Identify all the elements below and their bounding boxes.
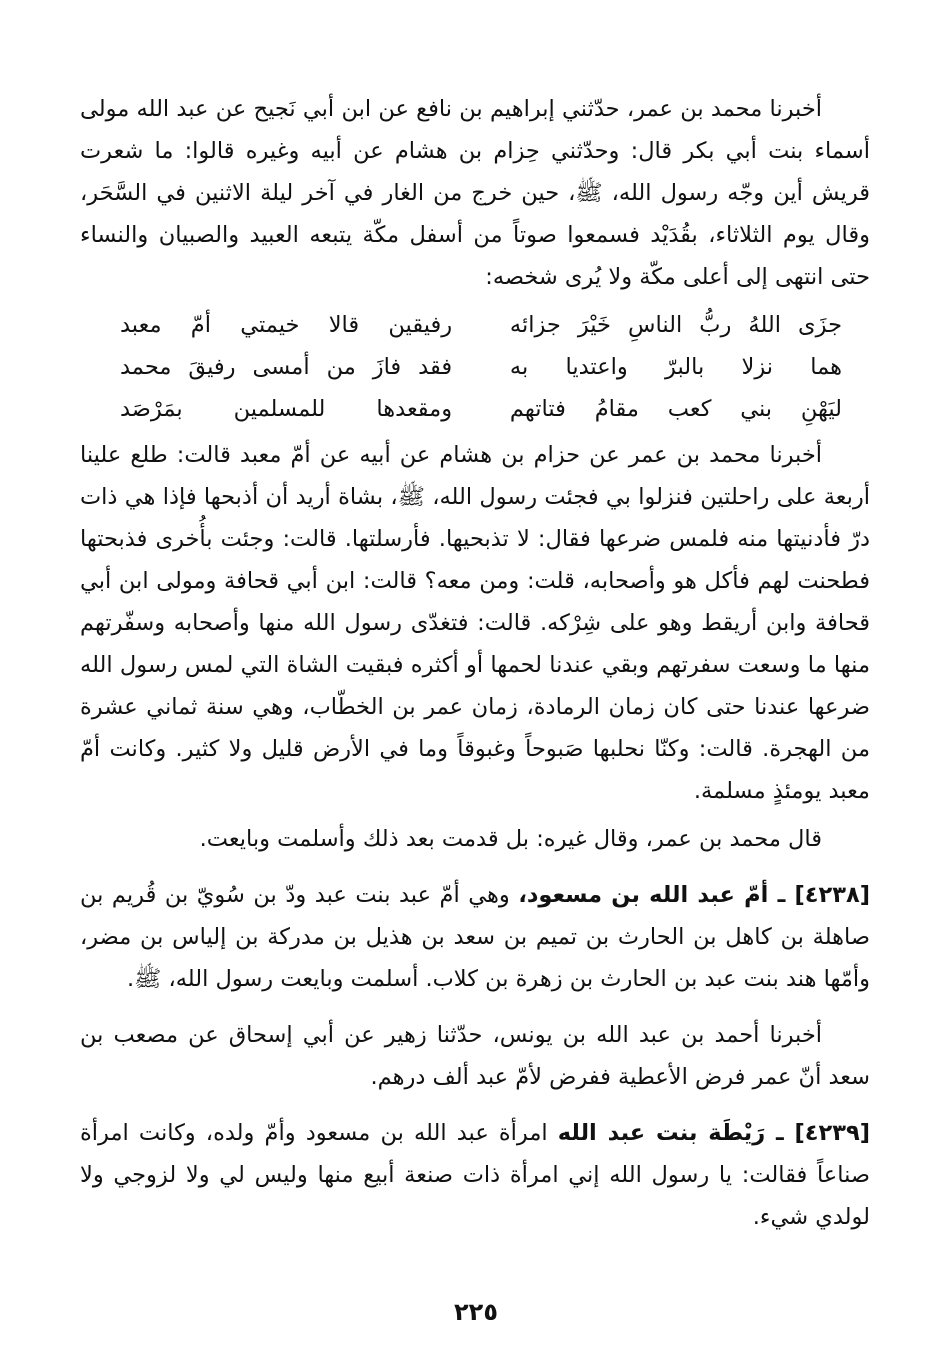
biography-4239 (80, 1112, 870, 1238)
biography-4239-heading: [٤٢٣٩] ـ رَيْطَة بنت عبد الله (557, 1120, 871, 1146)
poem-line-3-second: ومقعدها للمسلمين بمَرْصَد (120, 396, 453, 422)
paragraph-umm-mabad-report: أخبرنا محمد بن عمر، حدّثني إبراهيم بن نافع عن ابن أبي نَجيح عن عبد الله مولى أسماء بنت أبي بكر قال: وحدّثني حِزام بن هشام عن أبيه وغيره قالوا: ما شعرت قريش أين وجّه رسول الله، ﷺ، حين خرج من الغار في آخر ليلة الاثنين في السَّحَر، وقال يوم الثلاثاء، بقُدَيْد فسمعوا صوتاً من أسفل مكّة يتبعه العبيد والصبيان والنساء حتى انتهى إلى أعلى مكّة ولا يُرى شخصه: (80, 96, 870, 290)
biography-4238 (80, 874, 870, 1000)
biography-4239-text: امرأة عبد الله بن مسعود وأمّ ولده، وكانت امرأة صناعاً فقالت: يا رسول الله إني امرأة ذات صنعة أبيع منها وليس لي ولا لزوجي ولا لولدي شيء. (80, 1120, 870, 1230)
poem-line-3 (120, 388, 842, 430)
poem-line-2-first: هما نزلا بالبرّ واعتديا به (509, 354, 842, 380)
poem-line-1 (120, 304, 842, 346)
poem-block (80, 304, 870, 430)
poem-line-1-first: جزَى اللهُ ربُّ الناسِ خَيْرَ جزائه (509, 312, 842, 338)
biography-4238-text: وهي أمّ عبد بنت عبد ودّ بن سُويّ بن قُريم بن صاهلة بن كاهل بن الحارث بن تميم بن سعد بن هذيل بن مدركة بن إلياس بن مضر، وأمّها هند بنت عبد بن الحارث بن زهرة بن كلاب. أسلمت وبايعت رسول الله، ﷺ. (80, 882, 870, 992)
poem-line-3-first: ليَهْنِ بني كعب مقامُ فتاتهم (509, 396, 842, 422)
paragraph-stipend-report: أخبرنا أحمد بن عبد الله بن يونس، حدّثنا زهير عن أبي إسحاق عن مصعب بن سعد أنّ عمر فرض الأعطية ففرض لأمّ عبد ألف درهم. (80, 1022, 870, 1090)
page-body (80, 88, 870, 1238)
poem-line-2 (120, 346, 842, 388)
paragraph-conversion-note: قال محمد بن عمر، وقال غيره: بل قدمت بعد ذلك وأسلمت وبايعت. (199, 826, 822, 852)
page-number: ٢٢٥ (454, 1298, 498, 1326)
biography-4238-heading: [٤٢٣٨] ـ أمّ عبد الله بن مسعود، (518, 882, 870, 908)
poem-line-1-second: رفيقين قالا خيمتي أمّ معبد (120, 312, 453, 338)
poem-line-2-second: فقد فازَ من أمسى رفيقَ محمد (120, 354, 453, 380)
paragraph-sheep-story: أخبرنا محمد بن عمر عن حزام بن هشام عن أبيه عن أمّ معبد قالت: طلع علينا أربعة على راحلتين فنزلوا بي فجئت رسول الله، ﷺ، بشاة أريد أن أذبحها فإذا هي ذات درّ فأدنيتها منه فلمس ضرعها فقال: لا تذبحيها. فأرسلتها. قالت: وجئت بأُخرى فذبحتها فطحنت لهم فأكل هو وأصحابه، قلت: ومن معه؟ قالت: ابن أبي قحافة ومولى ابن أبي قحافة وابن أريقط وهو على شِرْكه. قالت: فتغدّى رسول الله منها وأصحابه وسفّرتهم منها ما وسعت سفرتهم وبقي عندنا لحمها أو أكثره فبقيت الشاة التي لمس رسول الله ضرعها عندنا حتى كان زمان الرمادة، زمان عمر بن الخطّاب، وهي سنة ثماني عشرة من الهجرة. قالت: وكنّا نحلبها صَبوحاً وغبوقاً وما في الأرض قليل ولا كثير. وكانت أمّ معبد يومئذٍ مسلمة. (80, 442, 870, 804)
